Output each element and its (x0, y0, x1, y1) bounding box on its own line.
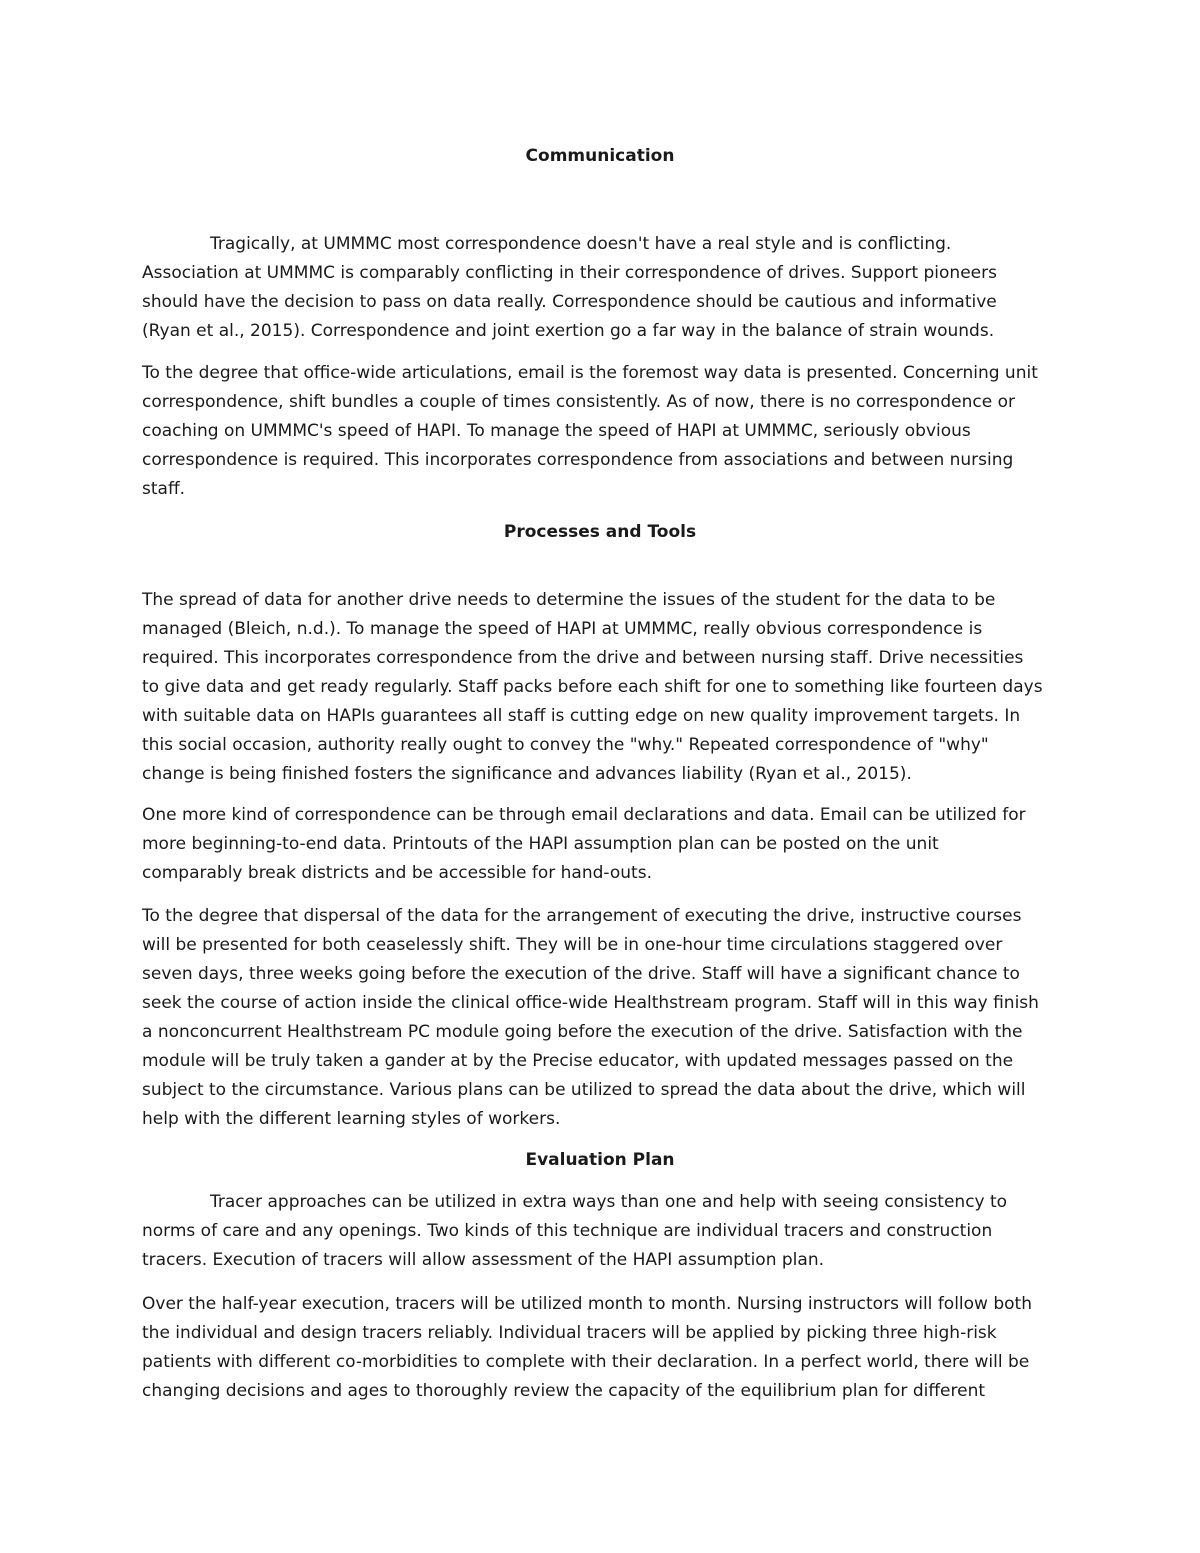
text-line: patients with different co-morbidities to complete with their declaration. In a perfect world, there will be (142, 1352, 1030, 1372)
text-line: the individual and design tracers reliably. Individual tracers will be applied by picking three high-risk (142, 1323, 997, 1343)
paragraph-evaluation-2 (142, 1290, 1062, 1406)
text-line: help with the different learning styles of workers. (142, 1109, 561, 1129)
text-line: Association at UMMMC is comparably conflicting in their correspondence of drives. Support pioneers (142, 263, 997, 283)
text-line: staff. (142, 479, 186, 499)
paragraph-communication-1 (142, 230, 1062, 346)
text-line: Tracer approaches can be utilized in extra ways than one and help with seeing consistency to (210, 1192, 1008, 1212)
heading-communication: Communication (525, 146, 675, 166)
text-line: Tragically, at UMMMC most correspondence doesn't have a real style and is conflicting. (210, 234, 952, 254)
text-line: should have the decision to pass on data really. Correspondence should be cautious and informative (142, 292, 997, 312)
paragraph-communication-2 (142, 359, 1062, 504)
paragraph-processes-1 (142, 586, 1062, 789)
text-line: with suitable data on HAPIs guarantees all staff is cutting edge on new quality improvement targets. In (142, 706, 1021, 726)
text-line: a nonconcurrent Healthstream PC module going before the execution of the drive. Satisfaction with the (142, 1022, 1023, 1042)
text-line: to give data and get ready regularly. Staff packs before each shift for one to something like fourteen days (142, 677, 1043, 697)
text-line: more beginning-to-end data. Printouts of the HAPI assumption plan can be posted on the unit (142, 834, 939, 854)
text-line: (Ryan et al., 2015). Correspondence and joint exertion go a far way in the balance of strain wounds. (142, 321, 995, 341)
text-line: changing decisions and ages to thoroughly review the capacity of the equilibrium plan for different (142, 1381, 986, 1401)
heading-evaluation-plan: Evaluation Plan (525, 1150, 675, 1170)
text-line: subject to the circumstance. Various plans can be utilized to spread the data about the drive, which will (142, 1080, 1026, 1100)
text-line: module will be truly taken a gander at by the Precise educator, with updated messages passed on the (142, 1051, 1014, 1071)
text-line: correspondence, shift bundles a couple of times consistently. As of now, there is no correspondence or (142, 392, 1015, 412)
text-line: To the degree that dispersal of the data for the arrangement of executing the drive, instructive courses (142, 906, 1022, 926)
text-line: this social occasion, authority really ought to convey the "why." Repeated correspondence of "why" (142, 735, 989, 755)
text-line: correspondence is required. This incorporates correspondence from associations and between nursing (142, 450, 1014, 470)
text-line: managed (Bleich, n.d.). To manage the speed of HAPI at UMMMC, really obvious correspondence is (142, 619, 983, 639)
paragraph-evaluation-1 (142, 1188, 1062, 1275)
text-line: will be presented for both ceaselessly shift. They will be in one-hour time circulations staggered over (142, 935, 1003, 955)
text-line: comparably break districts and be accessible for hand-outs. (142, 863, 652, 883)
text-line: Over the half-year execution, tracers will be utilized month to month. Nursing instructors will follow both (142, 1294, 1032, 1314)
paragraph-processes-3 (142, 902, 1062, 1134)
paragraph-processes-2 (142, 801, 1062, 888)
text-line: To the degree that office-wide articulations, email is the foremost way data is presented. Concerning unit (142, 363, 1038, 383)
text-line: coaching on UMMMC's speed of HAPI. To manage the speed of HAPI at UMMMC, seriously obvious (142, 421, 971, 441)
text-line: seek the course of action inside the clinical office-wide Healthstream program. Staff will in this way finish (142, 993, 1039, 1013)
text-line: The spread of data for another drive needs to determine the issues of the student for the data to be (142, 590, 996, 610)
text-line: One more kind of correspondence can be through email declarations and data. Email can be utilized for (142, 805, 1026, 825)
heading-processes-and-tools: Processes and Tools (503, 522, 697, 542)
text-line: seven days, three weeks going before the execution of the drive. Staff will have a significant chance to (142, 964, 1020, 984)
text-line: norms of care and any openings. Two kinds of this technique are individual tracers and construction (142, 1221, 993, 1241)
text-line: tracers. Execution of tracers will allow assessment of the HAPI assumption plan. (142, 1250, 825, 1270)
text-line: change is being finished fosters the significance and advances liability (Ryan et al., 2015). (142, 764, 912, 784)
text-line: required. This incorporates correspondence from the drive and between nursing staff. Drive necessities (142, 648, 1024, 668)
